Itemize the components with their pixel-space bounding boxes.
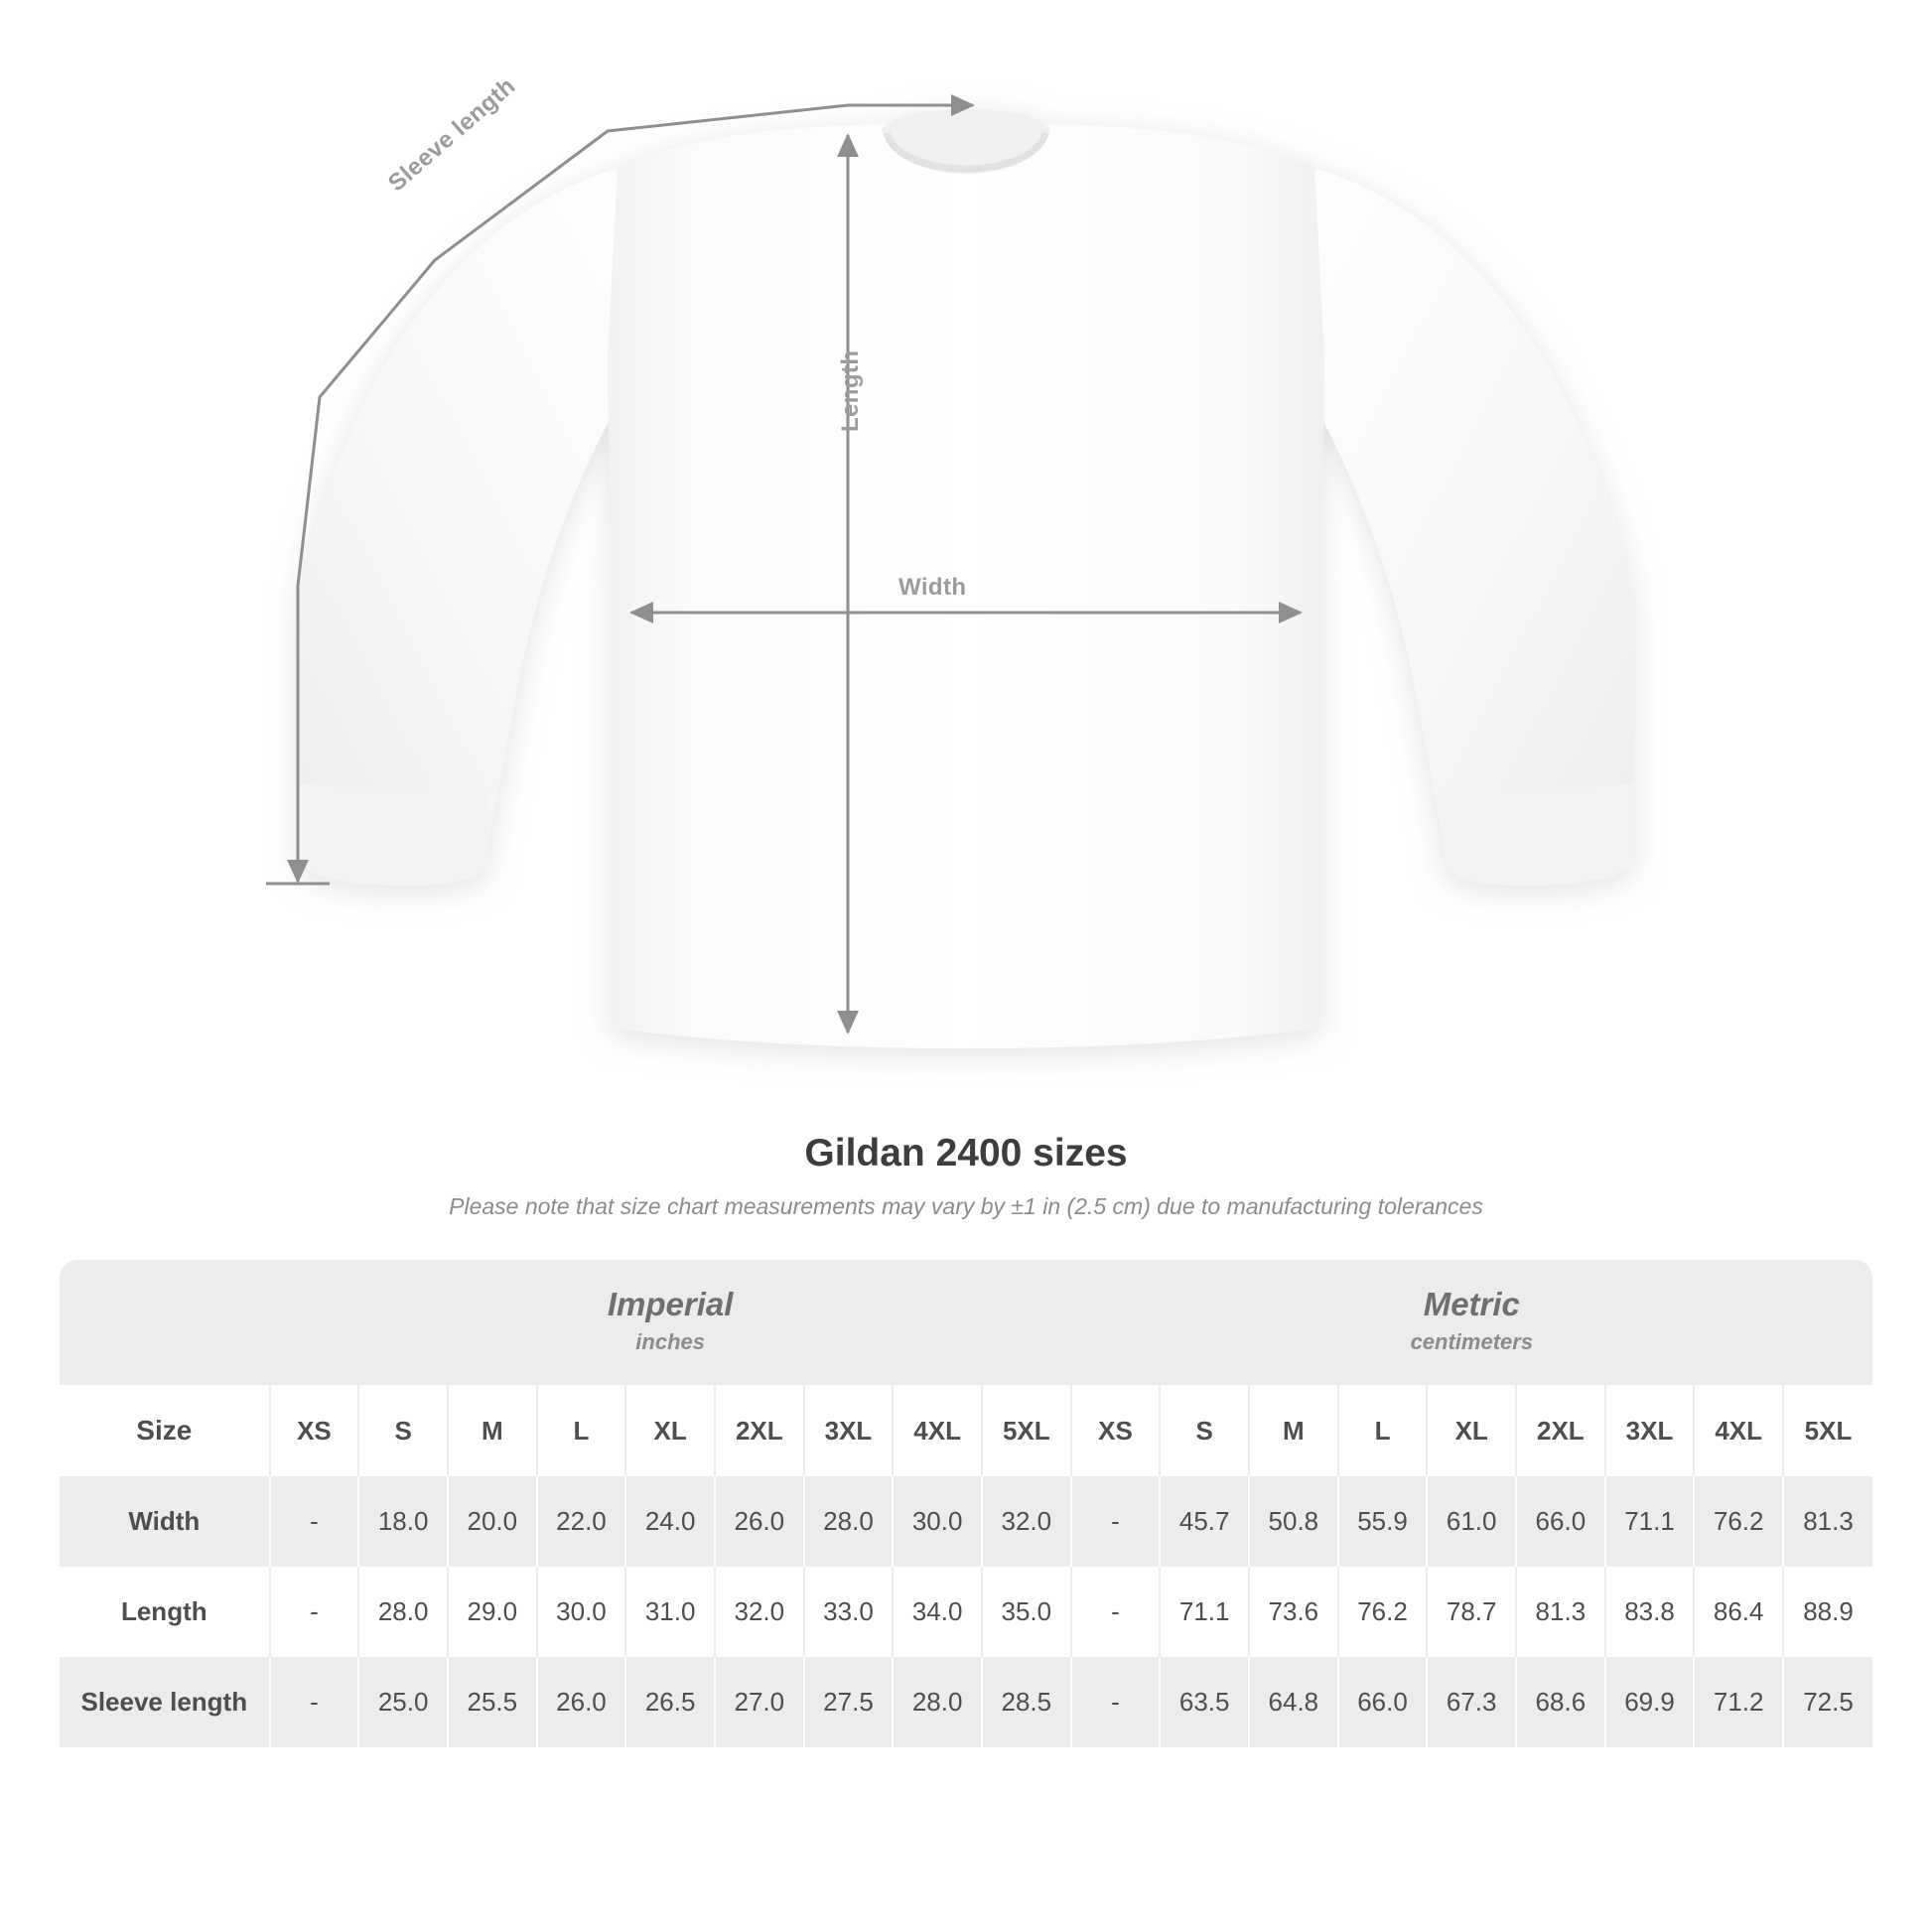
- column-header-size-16: 4XL: [1694, 1385, 1783, 1476]
- column-header-size: Size: [60, 1385, 270, 1476]
- column-header-size-11: M: [1249, 1385, 1338, 1476]
- cell-width-13: 61.0: [1427, 1476, 1516, 1567]
- cell-sleeve-7: 28.0: [893, 1657, 982, 1747]
- cell-length-10: 71.1: [1160, 1567, 1249, 1657]
- cell-width-15: 71.1: [1605, 1476, 1695, 1567]
- unit-sub-imperial: inches: [635, 1329, 705, 1354]
- cell-sleeve-16: 71.2: [1694, 1657, 1783, 1747]
- column-header-size-6: 3XL: [804, 1385, 894, 1476]
- column-header-size-9: XS: [1071, 1385, 1161, 1476]
- unit-sub-metric: centimeters: [1410, 1329, 1534, 1354]
- cell-sleeve-2: 25.5: [448, 1657, 537, 1747]
- unit-header-metric: [1071, 1260, 1872, 1385]
- cell-width-16: 76.2: [1694, 1476, 1783, 1567]
- cell-sleeve-1: 25.0: [358, 1657, 448, 1747]
- cell-sleeve-12: 66.0: [1338, 1657, 1428, 1747]
- cell-length-7: 34.0: [893, 1567, 982, 1657]
- cell-sleeve-13: 67.3: [1427, 1657, 1516, 1747]
- cell-length-13: 78.7: [1427, 1567, 1516, 1657]
- cell-width-11: 50.8: [1249, 1476, 1338, 1567]
- column-header-size-7: 4XL: [893, 1385, 982, 1476]
- cell-length-3: 30.0: [537, 1567, 626, 1657]
- cell-sleeve-17: 72.5: [1783, 1657, 1872, 1747]
- cell-sleeve-6: 27.5: [804, 1657, 894, 1747]
- table-row: [60, 1657, 1872, 1747]
- cell-length-9: -: [1071, 1567, 1161, 1657]
- cell-width-2: 20.0: [448, 1476, 537, 1567]
- column-header-size-5: 2XL: [715, 1385, 804, 1476]
- cell-width-12: 55.9: [1338, 1476, 1428, 1567]
- column-header-size-8: 5XL: [982, 1385, 1071, 1476]
- cell-width-5: 26.0: [715, 1476, 804, 1567]
- size-table-wrapper: [60, 1260, 1872, 1747]
- cell-width-4: 24.0: [625, 1476, 715, 1567]
- cell-sleeve-14: 68.6: [1516, 1657, 1605, 1747]
- row-header-sleeve-length: Sleeve length: [60, 1657, 270, 1747]
- cell-length-11: 73.6: [1249, 1567, 1338, 1657]
- cell-sleeve-5: 27.0: [715, 1657, 804, 1747]
- column-header-size-2: M: [448, 1385, 537, 1476]
- table-row: [60, 1567, 1872, 1657]
- cell-length-0: -: [270, 1567, 359, 1657]
- column-header-size-0: XS: [270, 1385, 359, 1476]
- unit-name-metric: Metric: [1423, 1286, 1520, 1322]
- cell-width-6: 28.0: [804, 1476, 894, 1567]
- column-header-size-12: L: [1338, 1385, 1428, 1476]
- cell-length-6: 33.0: [804, 1567, 894, 1657]
- unit-header-corner: [60, 1260, 270, 1385]
- column-header-size-17: 5XL: [1783, 1385, 1872, 1476]
- cell-length-4: 31.0: [625, 1567, 715, 1657]
- cell-width-1: 18.0: [358, 1476, 448, 1567]
- column-header-size-10: S: [1160, 1385, 1249, 1476]
- table-row: [60, 1476, 1872, 1567]
- cell-sleeve-11: 64.8: [1249, 1657, 1338, 1747]
- cell-width-7: 30.0: [893, 1476, 982, 1567]
- cell-length-17: 88.9: [1783, 1567, 1872, 1657]
- column-header-size-14: 2XL: [1516, 1385, 1605, 1476]
- page-title: Gildan 2400 sizes: [804, 1132, 1128, 1174]
- column-header-size-1: S: [358, 1385, 448, 1476]
- cell-width-0: -: [270, 1476, 359, 1567]
- tolerance-note: Please note that size chart measurements may vary by ±1 in (2.5 cm) due to manufacturing tolerances: [449, 1193, 1483, 1219]
- cell-sleeve-15: 69.9: [1605, 1657, 1695, 1747]
- cell-width-10: 45.7: [1160, 1476, 1249, 1567]
- cell-length-5: 32.0: [715, 1567, 804, 1657]
- cell-width-14: 66.0: [1516, 1476, 1605, 1567]
- cell-length-16: 86.4: [1694, 1567, 1783, 1657]
- cell-sleeve-3: 26.0: [537, 1657, 626, 1747]
- cell-length-12: 76.2: [1338, 1567, 1428, 1657]
- column-header-size-13: XL: [1427, 1385, 1516, 1476]
- sleeve-length-dimension-label: Sleeve length: [383, 72, 521, 198]
- size-table: [60, 1260, 1872, 1747]
- length-dimension-label: Length: [837, 349, 864, 432]
- column-header-size-15: 3XL: [1605, 1385, 1695, 1476]
- cell-length-1: 28.0: [358, 1567, 448, 1657]
- cell-sleeve-8: 28.5: [982, 1657, 1071, 1747]
- cell-length-15: 83.8: [1605, 1567, 1695, 1657]
- cell-sleeve-0: -: [270, 1657, 359, 1747]
- width-dimension-label: Width: [898, 574, 967, 601]
- size-header-row: [60, 1385, 1872, 1476]
- cell-length-8: 35.0: [982, 1567, 1071, 1657]
- title-block: [0, 1132, 1932, 1220]
- column-header-size-4: XL: [625, 1385, 715, 1476]
- cell-sleeve-9: -: [1071, 1657, 1161, 1747]
- cell-width-17: 81.3: [1783, 1476, 1872, 1567]
- cell-length-2: 29.0: [448, 1567, 537, 1657]
- cell-sleeve-4: 26.5: [625, 1657, 715, 1747]
- unit-name-imperial: Imperial: [607, 1286, 734, 1322]
- cell-sleeve-10: 63.5: [1160, 1657, 1249, 1747]
- row-header-length: Length: [60, 1567, 270, 1657]
- cell-width-9: -: [1071, 1476, 1161, 1567]
- column-header-size-3: L: [537, 1385, 626, 1476]
- unit-header-imperial: [270, 1260, 1071, 1385]
- cell-width-3: 22.0: [537, 1476, 626, 1567]
- unit-header-row: [60, 1260, 1872, 1385]
- row-header-width: Width: [60, 1476, 270, 1567]
- cell-width-8: 32.0: [982, 1476, 1071, 1567]
- cell-length-14: 81.3: [1516, 1567, 1605, 1657]
